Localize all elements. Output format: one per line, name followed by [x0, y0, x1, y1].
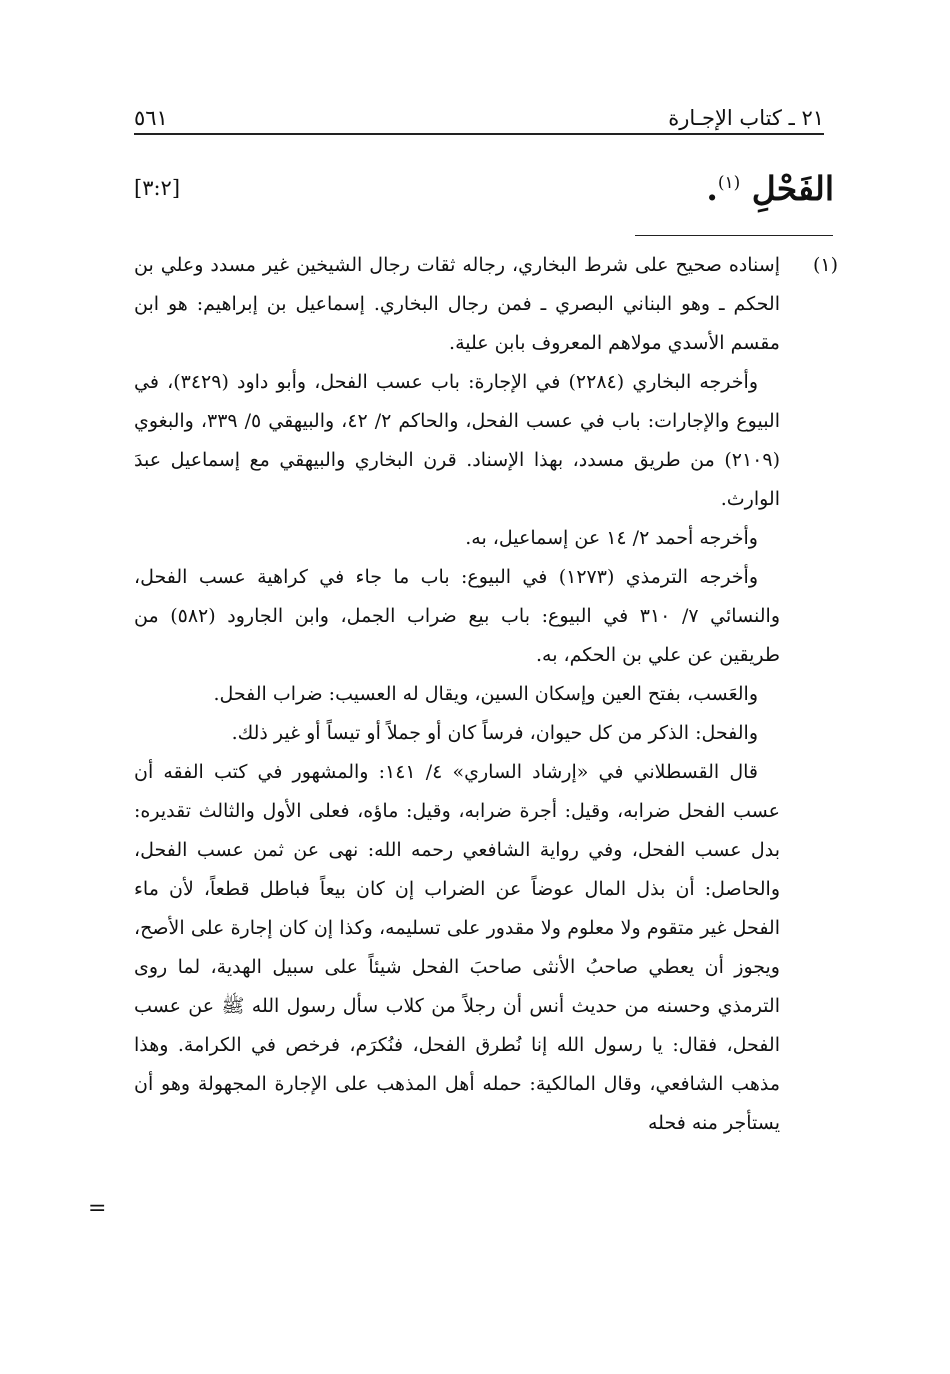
main-text-line: [134, 158, 834, 218]
running-header: [134, 90, 824, 130]
footnotes: [134, 246, 838, 1143]
chapter-title: ٢١ ـ كتاب الإجـارة: [668, 106, 824, 130]
main-word: الفَحْلِ: [751, 168, 834, 208]
footnote-paragraph: وأخرجه البخاري (٢٢٨٤) في الإجارة: باب عسب الفحل، وأبو داود (٣٤٢٩)، في البيوع والإجارات: باب في عسب الفحل، والحاكم ٢/ ٤٢، والبيهقي ٥/ ٣٣٩، والبغوي (٢١٠٩) من طريق مسدد، بهذا الإسناد. قرن البخاري والبيهقي مع إسماعيل عبدَ الوارث.: [134, 371, 780, 510]
footnote-paragraph: قال القسطلاني في «إرشاد الساري» ٤/ ١٤١: والمشهور في كتب الفقه أن عسب الفحل ضرابه، وقيل: أجرة ضرابه، وقيل: ماؤه، فعلى الأول والثالث تقديره: بدل عسب الفحل، وفي رواية الشافعي رحمه الله: نهى عن ثمن عسب الفحل، والحاصل: أن بذل المال عوضاً عن الضراب إن كان بيعاً فباطل قطعاً، لأن ماء الفحل غير متقوم ولا معلوم ولا مقدور على تسليمه، وكذا إن كان إجارة على الأصح، ويجوز أن يعطي صاحبُ الأنثى صاحبَ الفحل شيئاً على سبيل الهدية، لما روى الترمذي وحسنه من حديث أنس أن رجلاً من كلاب سأل رسول الله ﷺ عن عسب الفحل، فقال: يا رسول الله إنا نُطرق الفحل، فنُكرَم، فرخص في الكرامة. وهذا مذهب الشافعي، وقال المالكية: حمله أهل المذهب على الإجارة المجهولة وهو أن يستأجر منه فحله: [134, 761, 780, 1134]
footnote-paragraph: والفحل: الذكر من كل حيوان، فرساً كان أو جملاً أو تيساً أو غير ذلك.: [231, 722, 758, 744]
end-punct: .: [706, 168, 718, 208]
footnote-separator: [635, 235, 833, 236]
footnote-paragraph: وأخرجه أحمد ٢/ ١٤ عن إسماعيل، به.: [465, 527, 758, 549]
hadith-reference: [٣:٢]: [134, 176, 181, 200]
footnote-body: [134, 246, 780, 1143]
header-rule: [134, 133, 824, 135]
footnote-paragraph: إسناده صحيح على شرط البخاري، رجاله ثقات رجال الشيخين غير مسدد وعلي بن الحكم ـ وهو البناني البصري ـ فمن رجال البخاري. إسماعيل بن إبراهيم: هو ابن مقسم الأسدي مولاهم المعروف بابن علية.: [134, 254, 780, 354]
footnote-marker: (١): [717, 172, 741, 193]
footnote-paragraph: وأخرجه الترمذي (١٢٧٣) في البيوع: باب ما جاء في كراهية عسب الفحل، والنسائي ٧/ ٣١٠ في البيوع: باب بيع ضراب الجمل، وابن الجارود (٥٨٢) من طريقين عن علي بن الحكم، به.: [134, 566, 780, 666]
page-number: ٥٦١: [134, 106, 168, 130]
footnote-number: (١): [812, 254, 838, 276]
footnote: [134, 246, 838, 1143]
main-text: [706, 169, 834, 208]
continuation-mark: =: [88, 1196, 107, 1221]
footnote-paragraph: والعَسب، بفتح العين وإسكان السين، ويقال له العسيب: ضراب الفحل.: [213, 683, 758, 705]
